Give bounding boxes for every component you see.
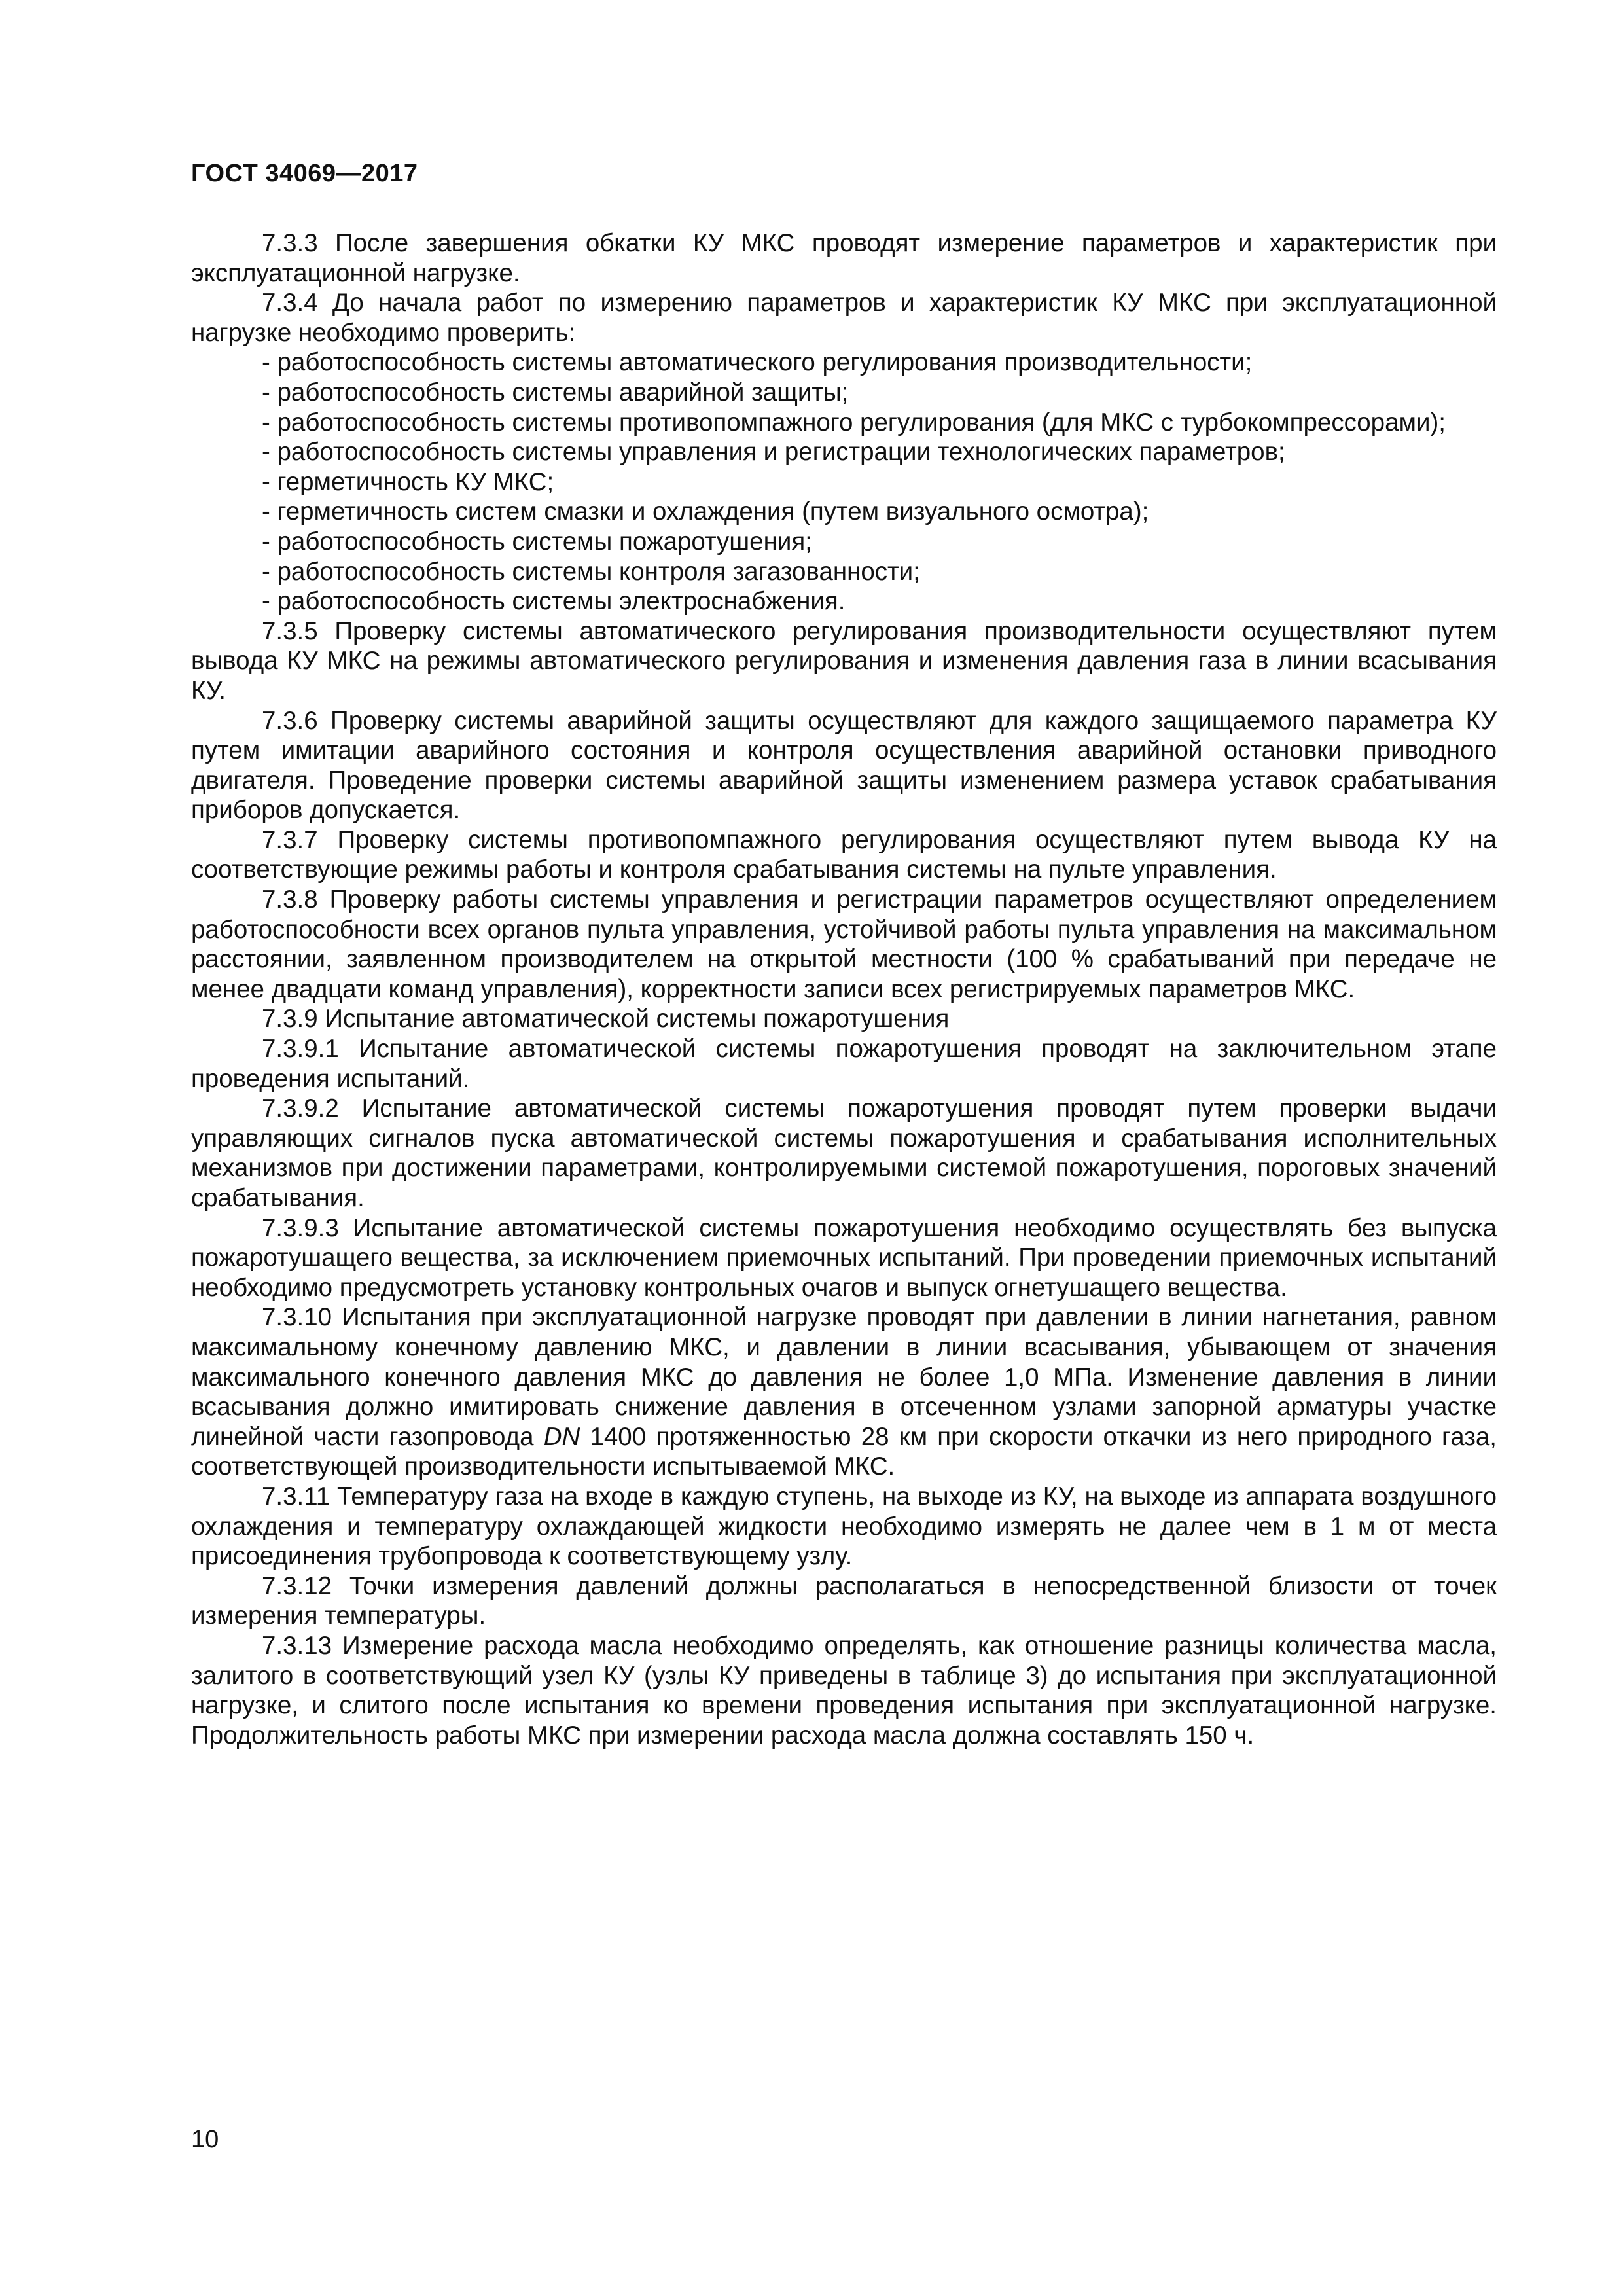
- list-item: - работоспособность системы управления и регистрации технологических параметров;: [262, 438, 1285, 467]
- paragraph-7-3-9-1: 7.3.9.1 Испытание автоматической системы пожаротушения проводят на заключительном этапе проведения испытаний.: [191, 1035, 1497, 1093]
- list-item: - работоспособность системы пожаротушения;: [262, 527, 812, 556]
- list-item: - работоспособность системы автоматического регулирования производительности;: [262, 348, 1253, 377]
- list-item: - работоспособность системы аварийной защиты;: [262, 378, 849, 406]
- paragraph-7-3-12: 7.3.12 Точки измерения давлений должны располагаться в непосредственной близости от точек измерения температуры.: [191, 1571, 1497, 1630]
- paragraph-7-3-10-part-a: 7.3.10 Испытания при эксплуатационной нагрузке проводят при давлении в линии нагнетания, равном максимальному конечному давлению МКС, и давлении в линии всасывания, убывающем от значения максимального конечного давления МКС до давления не более 1,0 МПа. Изменение давления в линии всасывания должно имитировать снижение давления в отсеченном узлами запорной арматуры участке линейной части газопровода: [191, 1303, 1497, 1451]
- page-number: 10: [191, 2126, 219, 2153]
- paragraph-7-3-3: 7.3.3 После завершения обкатки КУ МКС проводят измерение параметров и характеристик при эксплуатационной нагрузке.: [191, 229, 1497, 287]
- list-item: - работоспособность системы противопомпажного регулирования (для МКС с турбокомпрессорами);: [262, 408, 1446, 437]
- list-item: - работоспособность системы электроснабжения.: [262, 587, 846, 616]
- paragraph-7-3-4: 7.3.4 До начала работ по измерению параметров и характеристик КУ МКС при эксплуатационной нагрузке необходимо проверить:: [191, 289, 1497, 347]
- document-standard-header: ГОСТ 34069—2017: [191, 160, 418, 187]
- list-item: - герметичность КУ МКС;: [262, 467, 554, 496]
- paragraph-7-3-9-2: 7.3.9.2 Испытание автоматической системы пожаротушения проводят путем проверки выдачи управляющих сигналов пуска автоматической системы пожаротушения и срабатывания исполнительных механизмов при достижении параметрами, контролируемыми системой пожаротушения, пороговых значений срабатывания.: [191, 1094, 1497, 1212]
- nominal-diameter-symbol: DN: [543, 1422, 580, 1451]
- paragraph-7-3-10: [191, 1302, 1497, 1482]
- paragraph-7-3-13: 7.3.13 Измерение расхода масла необходимо определять, как отношение разницы количества масла, залитого в соответствующий узел КУ (узлы КУ приведены в таблице 3) до испытания при эксплуатационной нагрузке, и слитого после испытания ко времени проведения испытания при эксплуатационной нагрузке. Продолжительность работы МКС при измерении расхода масла должна составлять 150 ч.: [191, 1631, 1497, 1749]
- list-item: - герметичность систем смазки и охлаждения (путем визуального осмотра);: [262, 497, 1149, 526]
- paragraph-7-3-7: 7.3.7 Проверку системы противопомпажного регулирования осуществляют путем вывода КУ на соответствующие режимы работы и контроля срабатывания системы на пульте управления.: [191, 825, 1497, 884]
- paragraph-7-3-5: 7.3.5 Проверку системы автоматического регулирования производительности осуществляют путем вывода КУ МКС на режимы автоматического регулирования и изменения давления газа в линии всасывания КУ.: [191, 617, 1497, 705]
- paragraph-7-3-9: 7.3.9 Испытание автоматической системы пожаротушения: [262, 1005, 950, 1033]
- list-item: - работоспособность системы контроля загазованности;: [262, 557, 920, 586]
- document-body: [191, 228, 1497, 1750]
- paragraph-7-3-9-3: 7.3.9.3 Испытание автоматической системы пожаротушения необходимо осуществлять без выпуска пожаротушащего вещества, за исключением приемочных испытаний. При проведении приемочных испытаний необходимо предусмотреть установку контрольных очагов и выпуск огнетушащего вещества.: [191, 1213, 1497, 1302]
- paragraph-7-3-6: 7.3.6 Проверку системы аварийной защиты осуществляют для каждого защищаемого параметра КУ путем имитации аварийного состояния и контроля осуществления аварийной остановки приводного двигателя. Проведение проверки системы аварийной защиты изменением размера уставок срабатывания приборов допускается.: [191, 706, 1497, 825]
- paragraph-7-3-10-part-b: 1400 протяженностью 28 км при скорости откачки из него природного газа, соответствующей производительности испытываемой МКС.: [191, 1422, 1497, 1481]
- paragraph-7-3-8: 7.3.8 Проверку работы системы управления и регистрации параметров осуществляют определением работоспособности всех органов пульта управления, устойчивой работы пульта управления на максимальном расстоянии, заявленном производителем на открытой местности (100 % срабатываний при передаче не менее двадцати команд управления), корректности записи всех регистрируемых параметров МКС.: [191, 886, 1497, 1003]
- paragraph-7-3-11: 7.3.11 Температуру газа на входе в каждую ступень, на выходе из КУ, на выходе из аппарата воздушного охлаждения и температуру охлаждающей жидкости необходимо измерять не далее чем в 1 м от места присоединения трубопровода к соответствующему узлу.: [191, 1482, 1497, 1571]
